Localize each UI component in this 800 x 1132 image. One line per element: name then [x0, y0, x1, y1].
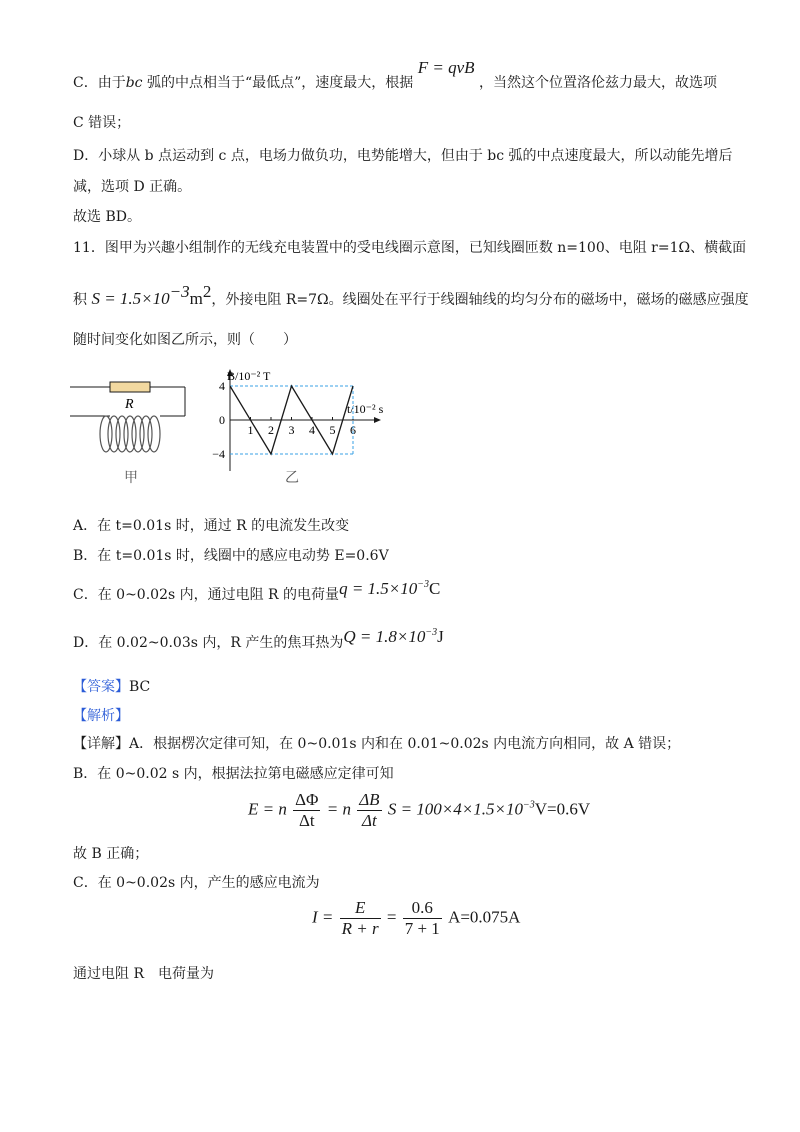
choose-answer: 故选 BD。 — [73, 209, 141, 225]
b-explanation: B．在 0~0.02 s 内，根据法拉第电磁感应定律可知 — [73, 766, 394, 782]
numerator: E — [340, 898, 381, 919]
text: = n — [326, 799, 351, 819]
caption-jia: 甲 — [124, 470, 138, 486]
fraction — [293, 790, 320, 831]
text: bc — [125, 75, 143, 91]
text: S = 100×4×1.5×10 — [387, 799, 523, 819]
equation-current — [312, 898, 520, 939]
denominator: R + r — [341, 919, 379, 938]
question-11-line-1: 11．图甲为兴趣小组制作的无线充电装置中的受电线圈示意图，已知线圈匝数 n=100、电阻 r=1Ω、横截面 — [73, 240, 747, 256]
x-tick-label: 5 — [329, 423, 336, 437]
figure-coil — [70, 376, 200, 486]
unit: C — [429, 579, 441, 598]
numerator: ΔΦ — [295, 790, 319, 809]
coil-icon — [100, 416, 160, 452]
option-c-line — [73, 58, 717, 93]
option-d-line-1: D．小球从 b 点运动到 c 点，电场力做负功，电势能增大，但由于 bc 弧的中点速度最大，所以动能先增后 — [73, 148, 733, 164]
y-tick-label: 4 — [219, 379, 225, 393]
option-c-conclusion: C 错误； — [73, 115, 131, 131]
option-c — [73, 579, 441, 605]
option-a: A．在 t=0.01s 时，通过 R 的电流发生改变 — [73, 518, 350, 534]
text: D．在 0.02~0.03s 内，R 产生的焦耳热为 — [73, 635, 344, 651]
exponent: 2 — [202, 282, 212, 301]
x-tick-label: 2 — [268, 423, 274, 437]
text: = — [386, 907, 397, 927]
x-tick-label: 3 — [288, 423, 295, 437]
b-conclusion: 故 B 正确； — [73, 846, 149, 862]
x-tick-label: 6 — [350, 423, 356, 437]
y-tick-label: 0 — [219, 413, 225, 427]
text: A．根据楞次定律可知，在 0~0.01s 内和在 0.01~0.02s 内电流方向相同，故 A 错误； — [129, 736, 681, 752]
text: C．由于 — [73, 75, 126, 91]
detail-tag: 【详解】 — [73, 736, 129, 752]
question-11-line-3: 随时间变化如图乙所示，则（ ） — [73, 332, 297, 348]
denominator: 7 + 1 — [404, 919, 440, 938]
y-axis-label: B/10⁻² T — [227, 369, 271, 383]
analysis-tag: 【解析】 — [73, 708, 129, 724]
unit: m — [189, 289, 203, 308]
figure-bt-graph — [205, 366, 405, 486]
option-b: B．在 t=0.01s 时，线圈中的感应电动势 E=0.6V — [73, 548, 389, 564]
text: Q = 1.8×10 — [343, 627, 426, 646]
equation-emf — [248, 790, 590, 831]
x-tick-label: 4 — [309, 423, 315, 437]
charge-intro: 通过电阻 R 电荷量为 — [73, 966, 214, 982]
denominator: Δt — [362, 811, 377, 830]
numerator: ΔB — [359, 790, 380, 809]
x-axis-label: t/10⁻² s — [347, 402, 384, 416]
caption-yi: 乙 — [285, 470, 299, 486]
text: q = 1.5×10 — [339, 579, 418, 598]
exponent: −3 — [417, 579, 430, 590]
x-tick-label: 1 — [247, 423, 254, 437]
y-tick-label: −4 — [212, 447, 225, 461]
resistor-icon — [110, 382, 150, 392]
x-axis-arrow — [374, 417, 381, 423]
question-11-line-2 — [73, 282, 749, 310]
option-d — [73, 627, 444, 653]
c-explanation: C．在 0~0.02s 内，产生的感应电流为 — [73, 875, 320, 891]
text: ，外接电阻 R=7Ω。线圈处在平行于线圈轴线的均匀分布的磁场中，磁场的磁感应强度 — [211, 292, 749, 308]
detail-line — [73, 734, 680, 754]
formula-area: S = 1.5×10 — [91, 289, 170, 308]
fraction — [357, 790, 381, 831]
resistor-label: R — [125, 397, 134, 412]
text: 弧的中点相当于“最低点”，速度最大，根据 — [142, 75, 414, 91]
option-d-line-2: 减，选项 D 正确。 — [73, 179, 192, 195]
numerator: 0.6 — [403, 898, 442, 919]
formula-q — [339, 579, 440, 598]
answer-line — [73, 677, 150, 697]
text: E = n — [248, 799, 287, 819]
denominator: Δt — [298, 811, 315, 830]
fraction — [340, 898, 381, 939]
exponent: −3 — [169, 282, 190, 301]
answer-tag: 【答案】 — [73, 679, 129, 695]
text: 积 — [73, 292, 87, 308]
formula-q-heat — [343, 627, 443, 646]
answer-value: BC — [129, 679, 151, 695]
exponent: −3 — [522, 799, 535, 811]
text: A=0.075A — [448, 907, 521, 927]
text: I = — [312, 907, 334, 927]
text: C．在 0~0.02s 内，通过电阻 R 的电荷量 — [73, 587, 340, 603]
fraction — [403, 898, 442, 939]
exponent: −3 — [425, 627, 438, 638]
text: V=0.6V — [534, 799, 591, 819]
unit: J — [437, 627, 444, 646]
formula-f-qvb: F = qvB — [417, 58, 475, 77]
text: ，当然这个位置洛伦兹力最大，故选项 — [479, 75, 717, 91]
